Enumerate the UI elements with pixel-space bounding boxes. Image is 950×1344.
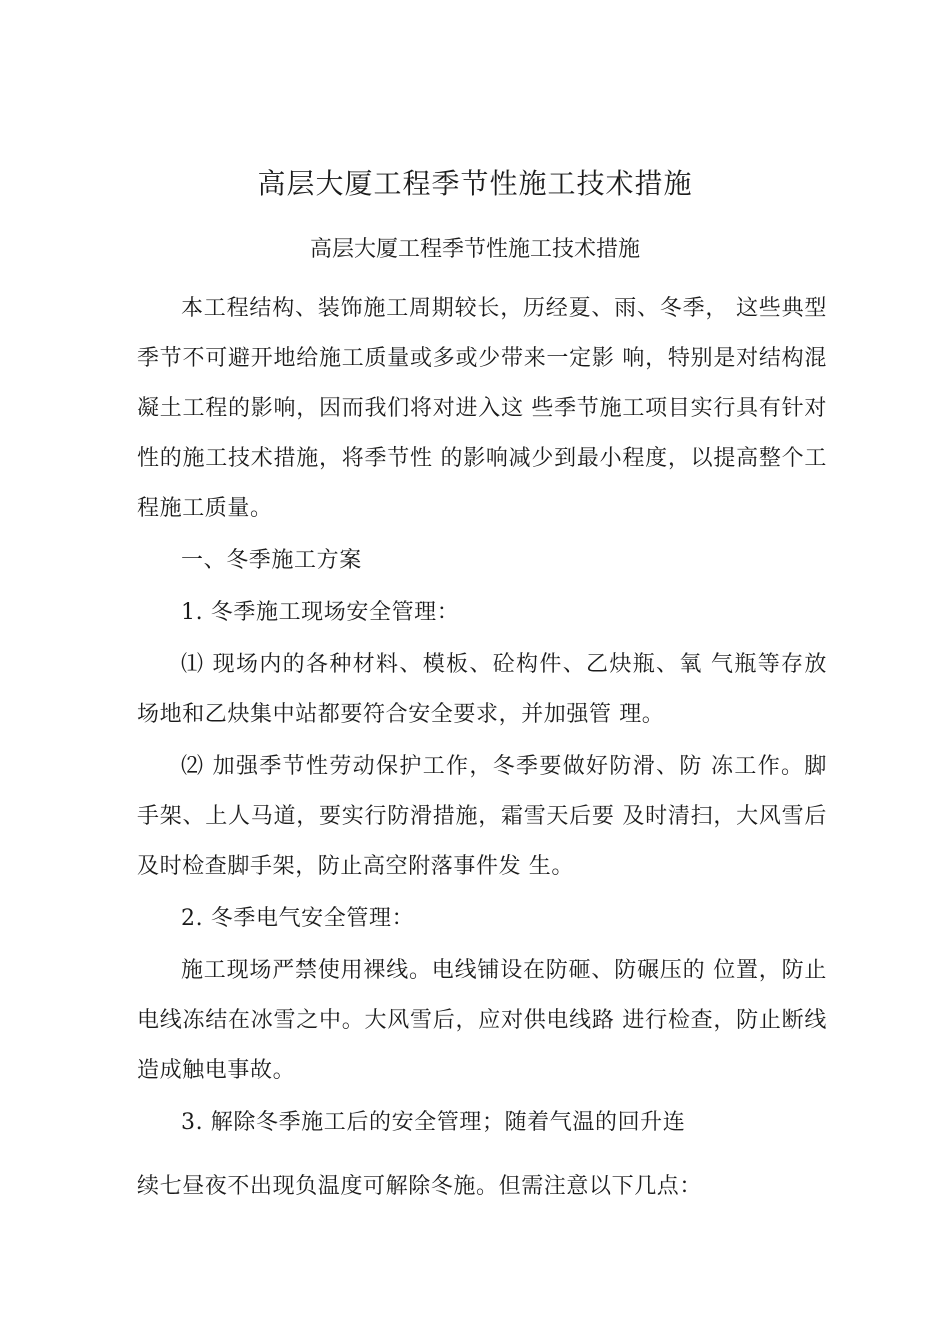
- subheading-post-winter: 3. 解除冬季施工后的安全管理；随着气温的回升连: [181, 1110, 686, 1135]
- list-item-1: ⑴ 现场内的各种材料、模板、砼构件、乙炔瓶、氧 气瓶等存放场地和乙炔集中站都要符合安全要求，并加强管 理。: [137, 652, 827, 727]
- subheading-site-safety: 1. 冬季施工现场安全管理：: [181, 600, 460, 625]
- subheading-electrical-safety: 2. 冬季电气安全管理：: [181, 906, 415, 931]
- section-heading-winter: 一、冬季施工方案: [181, 548, 362, 573]
- post-winter-paragraph: 续七昼夜不出现负温度可解除冬施。但需注意以下几点：: [137, 1174, 703, 1199]
- document-body: [137, 284, 827, 1212]
- list-item-2: ⑵ 加强季节性劳动保护工作，冬季要做好防滑、防 冻工作。脚手架、上人马道，要实行防滑措施，霜雪天后要 及时清扫，大风雪后及时检查脚手架，防止高空附落事件发 生。: [137, 754, 827, 879]
- document-subtitle: 高层大厦工程季节性施工技术措施: [309, 237, 640, 262]
- document-title: 高层大厦工程季节性施工技术措施: [257, 167, 693, 200]
- intro-paragraph: 本工程结构、装饰施工周期较长，历经夏、雨、冬季， 这些典型季节不可避开地给施工质量或多或少带来一定影 响，特别是对结构混凝土工程的影响，因而我们将对进入这 些季节施工项目实行具有针对性的施工技术措施，将季节性 的影响减少到最小程度，以提高整个工程施工质量。: [137, 296, 827, 521]
- electrical-paragraph: 施工现场严禁使用裸线。电线铺设在防砸、防碾压的 位置，防止电线冻结在冰雪之中。大风雪后，应对供电线路 进行检查，防止断线造成触电事故。: [137, 958, 827, 1083]
